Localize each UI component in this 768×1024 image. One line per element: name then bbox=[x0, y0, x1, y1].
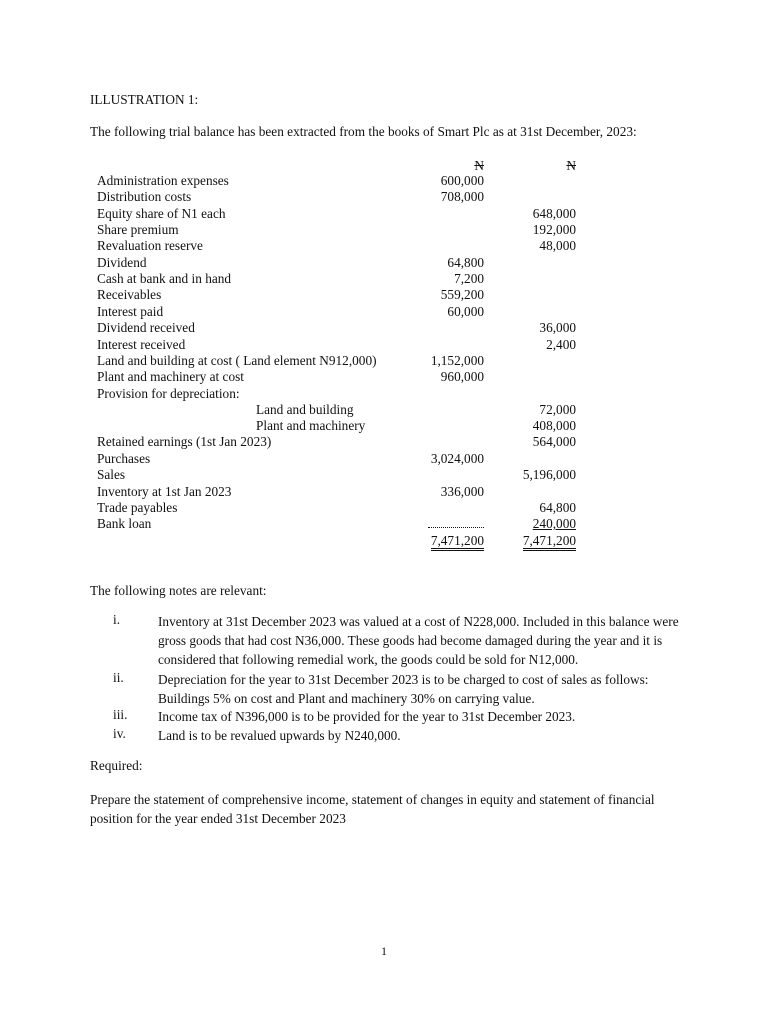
credit-value: 72,000 bbox=[539, 402, 576, 417]
row-label: Revaluation reserve bbox=[97, 238, 203, 253]
required-text: Prepare the statement of comprehensive income, statement of changes in equity and statement of financial position for the year ended 31st December 2023 bbox=[90, 792, 655, 826]
debit-value: 1,152,000 bbox=[430, 353, 484, 368]
row-label: Land and building at cost ( Land element N912,000) bbox=[97, 353, 377, 368]
debit-value: 64,800 bbox=[447, 255, 484, 270]
row-label: Dividend bbox=[97, 255, 147, 270]
debit-total: 7,471,200 bbox=[431, 534, 484, 551]
row-label: Bank loan bbox=[97, 516, 152, 531]
row-label: Sales bbox=[97, 467, 126, 482]
row-label: Plant and machinery bbox=[256, 418, 366, 433]
note-number: iv. bbox=[113, 726, 126, 741]
row-label: Purchases bbox=[97, 451, 151, 466]
note-number: iii. bbox=[113, 707, 128, 722]
table-row bbox=[0, 484, 768, 500]
debit-underline bbox=[428, 527, 484, 528]
credit-value: 64,800 bbox=[539, 500, 576, 515]
debit-currency-header: N bbox=[474, 158, 484, 173]
totals-row bbox=[0, 533, 768, 549]
table-row bbox=[0, 255, 768, 271]
credit-value: 240,000 bbox=[532, 516, 576, 531]
row-label: Share premium bbox=[97, 222, 179, 237]
note-number: i. bbox=[113, 612, 121, 627]
note-text: Depreciation for the year to 31st December 2023 is to be charged to cost of sales as follows: Buildings 5% on cost and Plant and machinery 30% on carrying value. bbox=[158, 672, 649, 706]
credit-value: 192,000 bbox=[532, 222, 576, 237]
row-label: Plant and machinery at cost bbox=[97, 369, 244, 384]
table-row bbox=[0, 271, 768, 287]
credit-value: 408,000 bbox=[532, 418, 576, 433]
page-number: 1 bbox=[381, 944, 387, 958]
credit-value: 648,000 bbox=[532, 206, 576, 221]
debit-value: 60,000 bbox=[447, 304, 484, 319]
note-number: ii. bbox=[113, 670, 124, 685]
table-row bbox=[0, 516, 768, 532]
table-row bbox=[0, 189, 768, 205]
row-label: Trade payables bbox=[97, 500, 178, 515]
debit-value: 708,000 bbox=[440, 189, 484, 204]
row-label: Inventory at 1st Jan 2023 bbox=[97, 484, 232, 499]
credit-value: 2,400 bbox=[546, 337, 576, 352]
row-label: Administration expenses bbox=[97, 173, 229, 188]
table-row bbox=[0, 337, 768, 353]
note-text: Inventory at 31st December 2023 was valued at a cost of N228,000. Included in this balance were gross goods that had cost N36,000. These goods had become damaged during the year and it is considered that following remedial work, the goods could be sold for N12,000. bbox=[158, 614, 679, 667]
credit-value: 564,000 bbox=[532, 434, 576, 449]
row-label: Interest paid bbox=[97, 304, 164, 319]
debit-value: 960,000 bbox=[440, 369, 484, 384]
table-row bbox=[0, 434, 768, 450]
credit-value: 5,196,000 bbox=[522, 467, 576, 482]
credit-value: 48,000 bbox=[539, 238, 576, 253]
row-label: Distribution costs bbox=[97, 189, 192, 204]
illustration-title: ILLUSTRATION 1: bbox=[90, 92, 199, 107]
table-row bbox=[0, 418, 768, 434]
debit-value: 7,200 bbox=[454, 271, 484, 286]
debit-value: 559,200 bbox=[440, 287, 484, 302]
notes-intro: The following notes are relevant: bbox=[90, 583, 267, 598]
table-row bbox=[0, 500, 768, 516]
debit-value: 600,000 bbox=[440, 173, 484, 188]
table-row bbox=[0, 287, 768, 303]
row-label: Receivables bbox=[97, 287, 162, 302]
intro-paragraph: The following trial balance has been extracted from the books of Smart Plc as at 31st December, 2023: bbox=[90, 124, 637, 139]
row-label: Provision for depreciation: bbox=[97, 386, 240, 401]
table-row bbox=[0, 451, 768, 467]
row-label: Retained earnings (1st Jan 2023) bbox=[97, 434, 272, 449]
required-label: Required: bbox=[90, 758, 143, 773]
table-row bbox=[0, 402, 768, 418]
table-row bbox=[0, 369, 768, 385]
row-label: Cash at bank and in hand bbox=[97, 271, 232, 286]
row-label: Equity share of N1 each bbox=[97, 206, 226, 221]
table-row bbox=[0, 467, 768, 483]
debit-value: 3,024,000 bbox=[430, 451, 484, 466]
table-row bbox=[0, 386, 768, 402]
row-label: Interest received bbox=[97, 337, 186, 352]
credit-value: 36,000 bbox=[539, 320, 576, 335]
note-text: Income tax of N396,000 is to be provided for the year to 31st December 2023. bbox=[158, 709, 576, 724]
table-row bbox=[0, 206, 768, 222]
row-label: Dividend received bbox=[97, 320, 195, 335]
note-text: Land is to be revalued upwards by N240,000. bbox=[158, 728, 401, 743]
table-row bbox=[0, 173, 768, 189]
table-row bbox=[0, 222, 768, 238]
row-label: Land and building bbox=[256, 402, 354, 417]
credit-currency-header: N bbox=[566, 158, 576, 173]
currency-header-row bbox=[0, 158, 768, 174]
debit-value: 336,000 bbox=[440, 484, 484, 499]
table-row bbox=[0, 320, 768, 336]
table-row bbox=[0, 304, 768, 320]
table-row bbox=[0, 353, 768, 369]
credit-total: 7,471,200 bbox=[523, 534, 576, 551]
table-row bbox=[0, 238, 768, 254]
